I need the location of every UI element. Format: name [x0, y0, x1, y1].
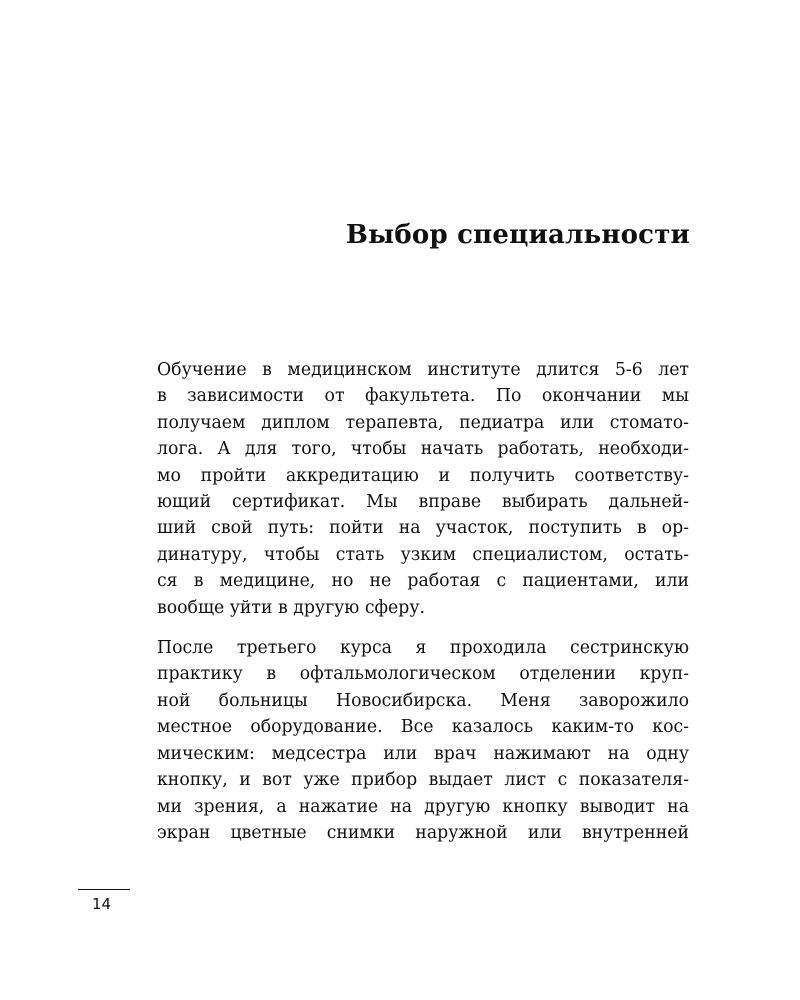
text-line: динатуру, чтобы стать узким специалистом, остать-	[157, 544, 689, 565]
paragraph	[157, 635, 689, 846]
text-line: ший свой путь: пойти на участок, поступить в ор-	[157, 518, 689, 539]
text-line: После третьего курса я проходила сестринскую	[157, 638, 689, 659]
footer-rule	[78, 889, 130, 890]
text-line: мо пройти аккредитацию и получить соответству-	[157, 465, 689, 486]
text-line: ной больницы Новосибирска. Меня заворожило	[157, 690, 689, 711]
text-line: Обучение в медицинском институте длится 5-6 лет	[157, 360, 689, 380]
text-line: экран цветные снимки наружной или внутренней	[157, 822, 689, 843]
page-number: 14	[92, 895, 112, 913]
text-line: в зависимости от факультета. По окончании мы	[157, 386, 689, 407]
paragraph	[157, 357, 689, 621]
body-text	[157, 357, 689, 860]
text-line: мическим: медсестра или врач нажимают на одну	[157, 743, 689, 764]
text-line: лога. А для того, чтобы начать работать, необходи-	[157, 439, 689, 460]
text-line: вообще уйти в другую сферу.	[157, 597, 425, 618]
text-line: ющий сертификат. Мы вправе выбирать дальней-	[157, 492, 689, 513]
text-line: практику в офтальмологическом отделении круп-	[157, 664, 689, 685]
text-line: местное оборудование. Все казалось каким-то кос-	[157, 717, 689, 738]
chapter-title: Выбор специальности	[345, 220, 690, 250]
text-line: кнопку, и вот уже прибор выдает лист с показателя-	[157, 770, 689, 791]
text-line: получаем диплом терапевта, педиатра или стомато-	[157, 412, 689, 433]
text-line: ся в медицине, но не работая с пациентами, или	[157, 571, 689, 592]
text-line: ми зрения, а нажатие на другую кнопку выводит на	[157, 796, 689, 817]
